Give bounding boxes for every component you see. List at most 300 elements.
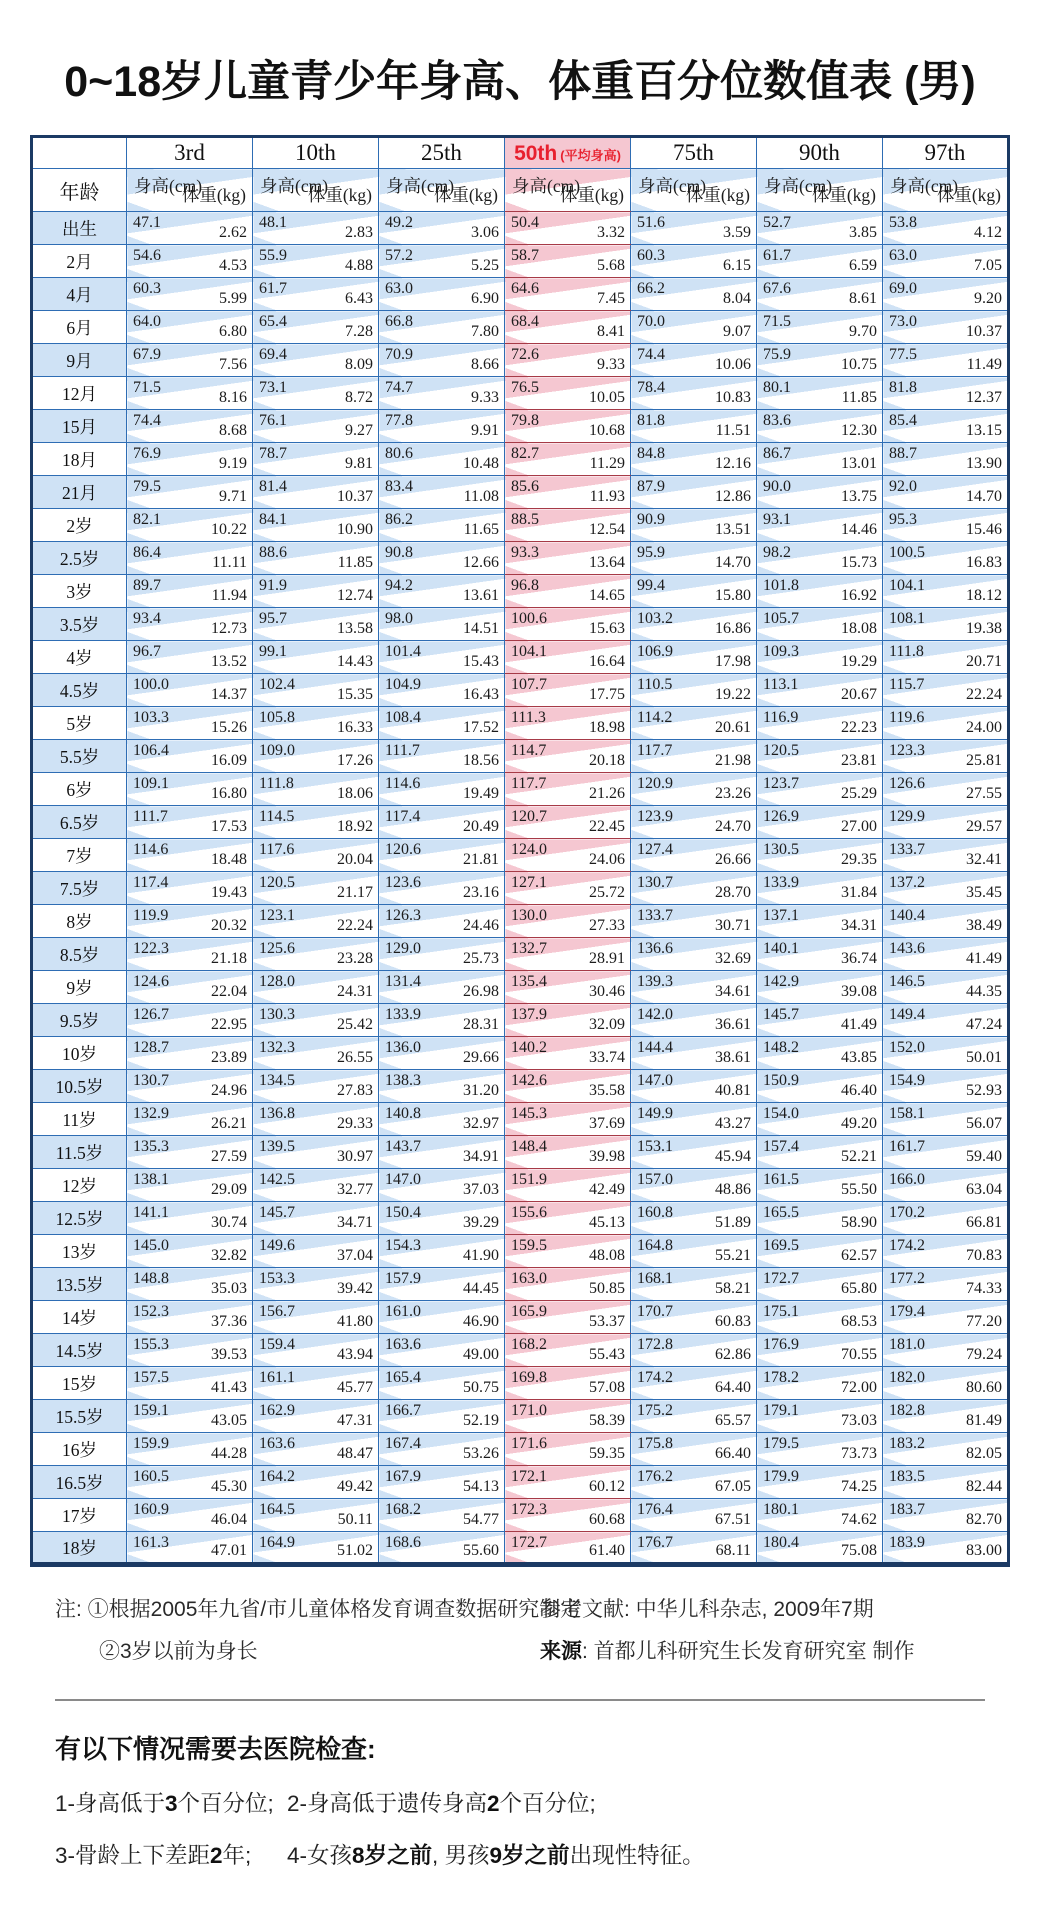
data-cell [127, 1136, 253, 1169]
height-value: 105.7 [763, 610, 799, 627]
height-value: 142.6 [511, 1072, 547, 1089]
data-cell [757, 1499, 883, 1532]
age-cell: 出生 [32, 212, 127, 245]
weight-value: 23.26 [715, 785, 751, 802]
data-cell [127, 1235, 253, 1268]
weight-value: 24.46 [463, 917, 499, 934]
weight-value: 24.00 [966, 719, 1002, 736]
weight-value: 23.16 [463, 884, 499, 901]
weight-value: 11.29 [589, 455, 625, 472]
weight-value: 17.26 [337, 752, 373, 769]
weight-value: 25.29 [841, 785, 877, 802]
height-value: 61.7 [259, 280, 287, 297]
weight-value: 23.89 [211, 1049, 247, 1066]
data-cell [883, 806, 1009, 839]
data-cell [253, 1070, 379, 1103]
measure-header-cell [883, 169, 1009, 212]
data-cell [883, 1136, 1009, 1169]
table-row [32, 707, 1009, 740]
weight-value: 30.74 [211, 1214, 247, 1231]
data-cell-50th [505, 1169, 631, 1202]
source-value: : 首都儿科研究生长发育研究室 制作 [582, 1640, 915, 1663]
data-cell [127, 245, 253, 278]
height-value: 142.0 [637, 1006, 673, 1023]
weight-value: 9.19 [219, 455, 247, 472]
height-value: 132.3 [259, 1039, 295, 1056]
data-cell [883, 1367, 1009, 1400]
data-cell [379, 1532, 505, 1565]
height-value: 119.9 [133, 907, 169, 924]
height-value: 177.2 [889, 1270, 925, 1287]
weight-value: 2.83 [345, 224, 373, 241]
data-cell [631, 740, 757, 773]
weight-value: 82.44 [966, 1478, 1002, 1495]
weight-value: 22.95 [211, 1016, 247, 1033]
height-value: 179.9 [763, 1468, 799, 1485]
height-value: 164.5 [259, 1501, 295, 1518]
data-cell [757, 410, 883, 443]
weight-value: 6.90 [471, 290, 499, 307]
weight-value: 37.36 [211, 1313, 247, 1330]
data-cell [883, 344, 1009, 377]
height-value: 49.2 [385, 214, 413, 231]
height-value: 138.1 [133, 1171, 169, 1188]
height-value: 103.2 [637, 610, 673, 627]
data-cell [631, 872, 757, 905]
height-value: 161.1 [259, 1369, 295, 1386]
data-cell [757, 509, 883, 542]
height-value: 61.7 [763, 247, 791, 264]
table-row [32, 542, 1009, 575]
table-row [32, 1103, 1009, 1136]
age-cell: 18岁 [32, 1532, 127, 1565]
weight-value: 50.85 [589, 1280, 625, 1297]
height-value: 96.8 [511, 577, 539, 594]
data-cell [883, 1169, 1009, 1202]
height-value: 164.9 [259, 1534, 295, 1551]
percentile-header: 3rd [127, 137, 253, 169]
data-cell [757, 905, 883, 938]
weight-value: 8.68 [219, 422, 247, 439]
weight-value: 81.49 [966, 1412, 1002, 1429]
data-cell [127, 1334, 253, 1367]
table-row [32, 311, 1009, 344]
height-value: 67.9 [133, 346, 161, 363]
data-cell-50th [505, 344, 631, 377]
data-cell [127, 575, 253, 608]
height-label: 身高(cm) [134, 176, 203, 196]
height-value: 161.5 [763, 1171, 799, 1188]
data-cell [379, 1367, 505, 1400]
data-cell [883, 212, 1009, 245]
weight-value: 67.05 [715, 1478, 751, 1495]
height-value: 162.9 [259, 1402, 295, 1419]
height-value: 120.6 [385, 841, 421, 858]
height-value: 130.7 [637, 874, 673, 891]
table-row [32, 509, 1009, 542]
data-cell-50th [505, 641, 631, 674]
age-cell: 10岁 [32, 1037, 127, 1070]
age-cell: 11.5岁 [32, 1136, 127, 1169]
height-value: 68.4 [511, 313, 539, 330]
table-row [32, 212, 1009, 245]
table-row [32, 872, 1009, 905]
weight-value: 24.31 [337, 983, 373, 1000]
data-cell [757, 872, 883, 905]
weight-value: 10.37 [337, 488, 373, 505]
weight-value: 16.09 [211, 752, 247, 769]
height-value: 100.6 [511, 610, 547, 627]
advice-item-bold: 8岁之前 [352, 1843, 433, 1868]
advice-item: 2-身高低于遗传身高2个百分位; [287, 1791, 596, 1816]
weight-value: 62.86 [715, 1346, 751, 1363]
weight-value: 20.32 [211, 917, 247, 934]
data-cell [253, 377, 379, 410]
height-value: 81.8 [889, 379, 917, 396]
data-cell [253, 1334, 379, 1367]
data-cell [757, 1004, 883, 1037]
height-label: 身高(cm) [764, 176, 833, 196]
height-label: 身高(cm) [386, 176, 455, 196]
data-cell [631, 509, 757, 542]
height-value: 156.7 [259, 1303, 295, 1320]
weight-value: 58.90 [841, 1214, 877, 1231]
weight-value: 15.26 [211, 719, 247, 736]
weight-value: 35.58 [589, 1082, 625, 1099]
table-row [32, 1202, 1009, 1235]
data-cell [253, 476, 379, 509]
weight-value: 24.96 [211, 1082, 247, 1099]
weight-value: 7.45 [597, 290, 625, 307]
height-value: 85.4 [889, 412, 917, 429]
data-cell [379, 1400, 505, 1433]
weight-value: 29.35 [841, 851, 877, 868]
data-cell [631, 1202, 757, 1235]
height-value: 88.5 [511, 511, 539, 528]
weight-value: 27.59 [211, 1148, 247, 1165]
weight-label: 体重(kg) [307, 185, 372, 205]
data-cell [631, 806, 757, 839]
data-cell [631, 1400, 757, 1433]
height-value: 114.5 [259, 808, 295, 825]
weight-value: 36.61 [715, 1016, 751, 1033]
weight-value: 25.81 [966, 752, 1002, 769]
weight-value: 45.13 [589, 1214, 625, 1231]
table-row [32, 344, 1009, 377]
height-value: 140.2 [511, 1039, 547, 1056]
age-cell: 13岁 [32, 1235, 127, 1268]
height-value: 179.4 [889, 1303, 925, 1320]
weight-value: 43.94 [337, 1346, 373, 1363]
height-value: 140.8 [385, 1105, 421, 1122]
height-value: 119.6 [889, 709, 925, 726]
height-value: 47.1 [133, 214, 161, 231]
weight-value: 6.80 [219, 323, 247, 340]
data-cell [883, 773, 1009, 806]
data-cell [127, 410, 253, 443]
weight-value: 13.75 [841, 488, 877, 505]
weight-value: 32.09 [589, 1016, 625, 1033]
weight-value: 11.49 [966, 356, 1002, 373]
data-cell [883, 1499, 1009, 1532]
data-cell [253, 740, 379, 773]
height-value: 179.5 [763, 1435, 799, 1452]
height-value: 165.5 [763, 1204, 799, 1221]
data-cell-50th [505, 1466, 631, 1499]
data-cell [253, 278, 379, 311]
weight-value: 14.70 [715, 554, 751, 571]
height-value: 128.7 [133, 1039, 169, 1056]
height-value: 70.9 [385, 346, 413, 363]
weight-value: 56.07 [966, 1115, 1002, 1132]
height-value: 163.6 [385, 1336, 421, 1353]
height-value: 78.7 [259, 445, 287, 462]
height-value: 154.9 [889, 1072, 925, 1089]
table-row [32, 740, 1009, 773]
data-cell [127, 1004, 253, 1037]
data-cell [253, 1400, 379, 1433]
height-value: 114.2 [637, 709, 673, 726]
age-cell: 15月 [32, 410, 127, 443]
height-value: 51.6 [637, 214, 665, 231]
weight-value: 49.20 [841, 1115, 877, 1132]
weight-value: 8.72 [345, 389, 373, 406]
weight-value: 20.71 [966, 653, 1002, 670]
data-cell [883, 245, 1009, 278]
height-value: 69.0 [889, 280, 917, 297]
height-value: 129.0 [385, 940, 421, 957]
weight-value: 27.55 [966, 785, 1002, 802]
height-value: 149.4 [889, 1006, 925, 1023]
weight-value: 83.00 [966, 1542, 1002, 1559]
data-cell [631, 905, 757, 938]
data-cell-50th [505, 1367, 631, 1400]
weight-value: 8.41 [597, 323, 625, 340]
weight-value: 73.03 [841, 1412, 877, 1429]
height-value: 176.2 [637, 1468, 673, 1485]
height-value: 130.7 [133, 1072, 169, 1089]
weight-value: 32.41 [966, 851, 1002, 868]
data-cell [253, 773, 379, 806]
height-value: 172.8 [637, 1336, 673, 1353]
weight-value: 36.74 [841, 950, 877, 967]
height-value: 171.0 [511, 1402, 547, 1419]
data-cell [379, 443, 505, 476]
height-value: 124.6 [133, 973, 169, 990]
weight-value: 8.09 [345, 356, 373, 373]
data-cell [253, 344, 379, 377]
height-value: 131.4 [385, 973, 421, 990]
weight-value: 32.69 [715, 950, 751, 967]
data-cell-50th [505, 839, 631, 872]
weight-value: 14.65 [589, 587, 625, 604]
measure-header-cell [757, 169, 883, 212]
table-row [32, 938, 1009, 971]
data-cell [757, 1466, 883, 1499]
advice-item-bold: 2 [487, 1791, 500, 1816]
weight-value: 70.55 [841, 1346, 877, 1363]
weight-label: 体重(kg) [936, 185, 1001, 205]
data-cell [631, 971, 757, 1004]
weight-value: 45.30 [211, 1478, 247, 1495]
height-value: 90.8 [385, 544, 413, 561]
measure-header-cell [631, 169, 757, 212]
age-cell: 5岁 [32, 707, 127, 740]
height-value: 137.9 [511, 1006, 547, 1023]
height-value: 114.7 [511, 742, 547, 759]
data-cell [631, 278, 757, 311]
height-value: 183.2 [889, 1435, 925, 1452]
data-cell [127, 1532, 253, 1565]
height-value: 141.1 [133, 1204, 169, 1221]
page-title: 0~18岁儿童青少年身高、体重百分位数值表 (男) [64, 58, 976, 106]
height-value: 95.3 [889, 511, 917, 528]
weight-value: 12.37 [966, 389, 1002, 406]
weight-value: 16.80 [211, 785, 247, 802]
height-value: 76.5 [511, 379, 539, 396]
data-cell [127, 641, 253, 674]
weight-value: 16.83 [966, 554, 1002, 571]
age-column-header: 年龄 [32, 169, 127, 212]
height-value: 137.1 [763, 907, 799, 924]
height-value: 76.1 [259, 412, 287, 429]
table-row [32, 1169, 1009, 1202]
weight-value: 14.43 [337, 653, 373, 670]
data-cell [253, 509, 379, 542]
weight-value: 18.98 [589, 719, 625, 736]
data-cell [631, 410, 757, 443]
height-value: 161.0 [385, 1303, 421, 1320]
weight-value: 59.40 [966, 1148, 1002, 1165]
data-cell-50th [505, 1070, 631, 1103]
data-cell [253, 1103, 379, 1136]
table-row [32, 1466, 1009, 1499]
data-cell [253, 1499, 379, 1532]
data-cell [883, 872, 1009, 905]
weight-value: 14.46 [841, 521, 877, 538]
age-cell: 16.5岁 [32, 1466, 127, 1499]
data-cell [127, 839, 253, 872]
height-value: 89.7 [133, 577, 161, 594]
weight-value: 15.63 [589, 620, 625, 637]
weight-value: 58.21 [715, 1280, 751, 1297]
table-row [32, 1301, 1009, 1334]
corner-cell [32, 137, 127, 169]
height-value: 175.8 [637, 1435, 673, 1452]
weight-value: 8.66 [471, 356, 499, 373]
data-cell [253, 1466, 379, 1499]
height-value: 93.4 [133, 610, 161, 627]
height-value: 88.6 [259, 544, 287, 561]
data-cell [379, 1103, 505, 1136]
weight-value: 23.81 [841, 752, 877, 769]
weight-value: 47.24 [966, 1016, 1002, 1033]
weight-value: 20.61 [715, 719, 751, 736]
data-cell [757, 344, 883, 377]
weight-label: 体重(kg) [433, 185, 498, 205]
measure-header-cell [379, 169, 505, 212]
height-value: 73.1 [259, 379, 287, 396]
height-value: 94.2 [385, 577, 413, 594]
data-cell [127, 443, 253, 476]
height-label: 身高(cm) [890, 176, 959, 196]
data-cell [757, 1433, 883, 1466]
height-value: 172.3 [511, 1501, 547, 1518]
data-cell [757, 1202, 883, 1235]
data-cell [757, 707, 883, 740]
data-cell [757, 575, 883, 608]
weight-value: 22.04 [211, 983, 247, 1000]
table-row [32, 410, 1009, 443]
height-value: 111.7 [133, 808, 168, 825]
height-value: 165.4 [385, 1369, 421, 1386]
data-cell-50th [505, 773, 631, 806]
data-cell [631, 1004, 757, 1037]
weight-value: 12.16 [715, 455, 751, 472]
percentile-header: 90th [757, 137, 883, 169]
height-value: 82.7 [511, 445, 539, 462]
height-value: 153.1 [637, 1138, 673, 1155]
table-row [32, 1070, 1009, 1103]
weight-value: 39.42 [337, 1280, 373, 1297]
weight-value: 39.08 [841, 983, 877, 1000]
height-value: 71.5 [133, 379, 161, 396]
data-cell [379, 1037, 505, 1070]
weight-value: 63.04 [966, 1181, 1002, 1198]
height-value: 63.0 [385, 280, 413, 297]
growth-table [30, 135, 1010, 1567]
weight-value: 52.19 [463, 1412, 499, 1429]
height-value: 116.9 [763, 709, 799, 726]
source-label: 来源 [540, 1640, 582, 1663]
data-cell [379, 575, 505, 608]
weight-value: 53.37 [589, 1313, 625, 1330]
height-value: 50.4 [511, 214, 539, 231]
data-cell [127, 773, 253, 806]
height-value: 71.5 [763, 313, 791, 330]
data-cell [379, 806, 505, 839]
data-cell [883, 641, 1009, 674]
weight-value: 19.43 [211, 884, 247, 901]
weight-value: 27.83 [337, 1082, 373, 1099]
data-cell [379, 971, 505, 1004]
data-cell [127, 1400, 253, 1433]
height-value: 54.6 [133, 247, 161, 264]
data-cell [631, 476, 757, 509]
height-value: 123.1 [259, 907, 295, 924]
weight-value: 18.56 [463, 752, 499, 769]
age-cell: 6.5岁 [32, 806, 127, 839]
age-cell: 7.5岁 [32, 872, 127, 905]
weight-value: 30.71 [715, 917, 751, 934]
weight-value: 10.37 [966, 323, 1002, 340]
measure-header-cell [127, 169, 253, 212]
data-cell [631, 1235, 757, 1268]
weight-value: 54.13 [463, 1478, 499, 1495]
weight-value: 74.25 [841, 1478, 877, 1495]
notes-section [55, 1589, 985, 1673]
height-value: 87.9 [637, 478, 665, 495]
height-value: 104.1 [511, 643, 547, 660]
data-cell [127, 311, 253, 344]
table-row [32, 1367, 1009, 1400]
weight-value: 13.51 [715, 521, 751, 538]
height-value: 64.6 [511, 280, 539, 297]
data-cell [127, 1103, 253, 1136]
data-cell-50th [505, 410, 631, 443]
weight-value: 62.57 [841, 1247, 877, 1264]
height-value: 183.5 [889, 1468, 925, 1485]
